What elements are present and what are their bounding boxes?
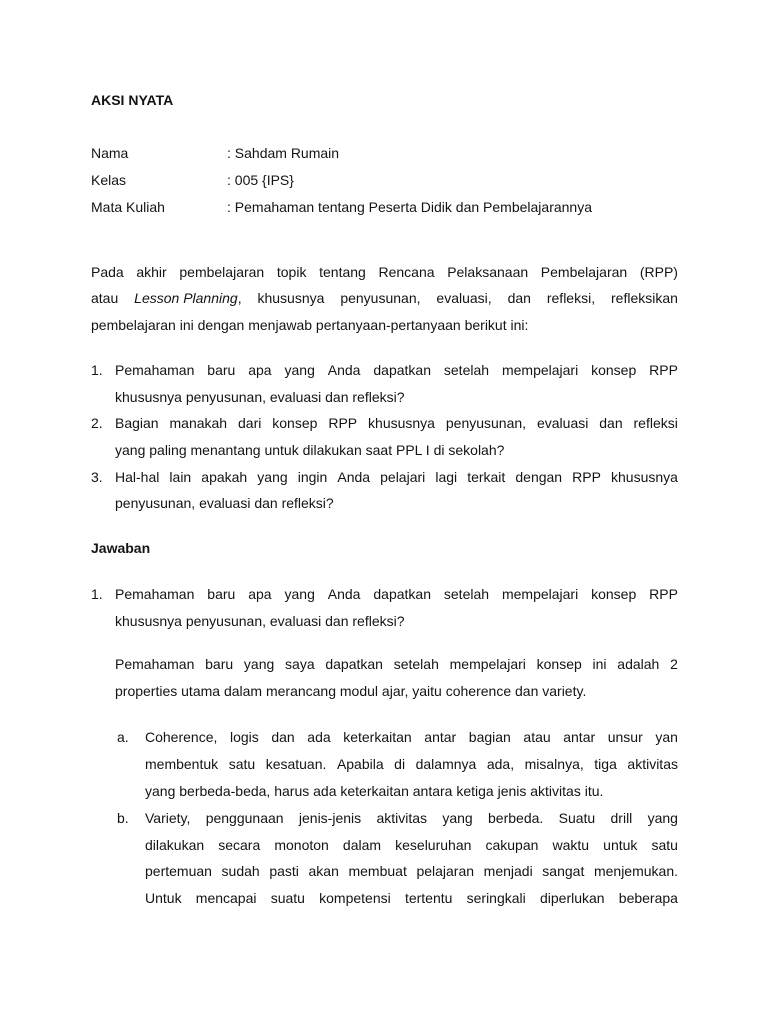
word: yang: [647, 810, 678, 826]
word: penyusunan,: [445, 415, 527, 431]
word: diperlukan: [539, 890, 605, 906]
word: Lesson Planning,: [134, 290, 242, 306]
word: ada: [307, 729, 331, 745]
word: Bagian: [115, 415, 159, 431]
word: Pemahaman: [115, 586, 195, 602]
word: RPP: [649, 362, 678, 378]
word: RPP: [572, 469, 601, 485]
word: dan: [271, 729, 295, 745]
word: Variety,: [145, 810, 191, 826]
word: misalnya,: [524, 756, 584, 772]
word: pasti: [269, 863, 299, 879]
word: akan: [308, 863, 339, 879]
word: tiga: [594, 756, 617, 772]
word: kompetensi: [319, 890, 391, 906]
word: konsep: [591, 362, 637, 378]
word: berbeda.: [488, 810, 544, 826]
word: baru: [207, 362, 236, 378]
question-number: 1.: [91, 362, 103, 378]
word: Apabila: [336, 756, 384, 772]
word: setelah: [393, 656, 439, 672]
word: dapatkan: [325, 656, 383, 672]
info-label: Kelas: [91, 172, 127, 188]
word: dalam: [342, 837, 382, 853]
word: baru: [207, 586, 236, 602]
question-number: 2.: [91, 415, 103, 431]
word: ada,: [486, 756, 515, 772]
word: setelah: [443, 362, 490, 378]
word: khususnya: [368, 415, 435, 431]
question-line: [115, 415, 678, 431]
sub-item-line: [145, 729, 678, 745]
word: logis: [229, 729, 259, 745]
word: beberapa: [618, 890, 678, 906]
word: Anda: [337, 469, 371, 485]
word: (RPP): [639, 264, 678, 280]
word: terkait: [467, 469, 506, 485]
word: seringkali: [466, 890, 526, 906]
word: Anda: [327, 362, 361, 378]
word: apa: [248, 362, 272, 378]
question-line: [115, 469, 678, 485]
word: topik: [276, 264, 307, 280]
word: dari: [238, 415, 262, 431]
word: lain: [169, 469, 192, 485]
intro-line: [91, 290, 678, 306]
word: konsep: [272, 415, 318, 431]
word: dan: [599, 415, 623, 431]
info-value: : Sahdam Rumain: [227, 145, 340, 161]
word: refleksi,: [546, 290, 596, 306]
intro-line: [91, 264, 678, 280]
word: yang: [284, 586, 315, 602]
word: yang: [284, 362, 315, 378]
word: Pemahaman: [115, 362, 195, 378]
question-number: 1.: [91, 586, 103, 602]
word: setelah: [443, 586, 490, 602]
word: konsep: [591, 586, 637, 602]
word: drill: [610, 810, 633, 826]
word: Coherence,: [145, 729, 218, 745]
word: mempelajari: [449, 656, 526, 672]
word: Suatu: [558, 810, 596, 826]
word: membentuk: [145, 756, 219, 772]
word: 2: [670, 656, 678, 672]
question-line: [115, 586, 678, 602]
word: dan: [507, 290, 531, 306]
word: dilakukan: [145, 837, 205, 853]
word: apa: [248, 586, 272, 602]
word: ini: [592, 656, 607, 672]
word: Pelaksanaan: [447, 264, 529, 280]
word: saya: [285, 656, 315, 672]
word: refleksikan: [611, 290, 678, 306]
word: apakah: [201, 469, 248, 485]
word: RPP: [328, 415, 358, 431]
word: secara: [218, 837, 261, 853]
word: khususnya: [611, 469, 678, 485]
info-label: Mata Kuliah: [91, 199, 165, 215]
info-label: Nama: [91, 145, 129, 161]
word: mempelajari: [501, 362, 579, 378]
word: Pembelajaran: [540, 264, 628, 280]
word: dalamnya: [415, 756, 477, 772]
word: waktu: [552, 837, 590, 853]
info-value: : 005 {IPS}: [227, 172, 294, 188]
word: aktivitas: [627, 756, 678, 772]
word: antar: [563, 729, 596, 745]
word: baru: [205, 656, 234, 672]
word: Hal-hal: [115, 469, 160, 485]
sub-item-line: [145, 810, 678, 826]
sub-item-line: [145, 863, 678, 879]
question-number: 3.: [91, 469, 103, 485]
word: yang: [243, 656, 275, 672]
word: dapatkan: [373, 362, 431, 378]
word: evaluasi: [536, 415, 589, 431]
word: pertemuan: [145, 863, 212, 879]
word: cakupan: [485, 837, 539, 853]
word: jenis-jenis: [298, 810, 362, 826]
word: sangat: [542, 863, 585, 879]
word: keterkaitan: [343, 729, 412, 745]
intro-line: pembelajaran ini dengan menjawab pertanyaan-pertanyaan berikut ini:: [91, 317, 529, 333]
word: pembelajaran: [179, 264, 265, 280]
word: mempelajari: [501, 586, 579, 602]
word: menjadi: [483, 863, 533, 879]
word: tentang: [319, 264, 366, 280]
word: pelajari: [380, 469, 426, 485]
word: aktivitas: [376, 810, 428, 826]
answer-line: properties utama dalam merancang modul ajar, yaitu coherence dan variety.: [115, 683, 587, 699]
word: monoton: [274, 837, 329, 853]
word: Pada: [91, 264, 124, 280]
sub-item-letter: b.: [117, 810, 129, 826]
word: membuat: [348, 863, 407, 879]
word: Pemahaman: [115, 656, 195, 672]
word: manakah: [169, 415, 228, 431]
word: lagi: [435, 469, 458, 485]
question-line: khususnya penyusunan, evaluasi dan refleksi?: [115, 613, 405, 629]
sub-item-line: [145, 837, 678, 853]
question-line: [115, 362, 678, 378]
word: Anda: [327, 586, 361, 602]
sub-item-line: yang berbeda-beda, harus ada keterkaitan antara ketiga jenis aktivitas itu.: [145, 783, 604, 799]
word: khususnya: [257, 290, 325, 306]
word: akhir: [136, 264, 167, 280]
word: yang: [257, 469, 288, 485]
word: Untuk: [145, 890, 182, 906]
word: kesatuan.: [265, 756, 327, 772]
word: penggunaan: [205, 810, 284, 826]
word: sudah: [221, 863, 260, 879]
word: refleksi: [633, 415, 678, 431]
word: satu: [228, 756, 256, 772]
word: RPP: [649, 586, 678, 602]
word: yang: [442, 810, 473, 826]
word: adalah: [617, 656, 660, 672]
word: suatu: [270, 890, 305, 906]
word: unsur: [607, 729, 643, 745]
word: ingin: [297, 469, 328, 485]
word: pelajaran: [416, 863, 475, 879]
answer-line: [115, 656, 678, 672]
info-value: : Pemahaman tentang Peserta Didik dan Pembelajarannya: [227, 199, 592, 215]
word: satu: [651, 837, 678, 853]
sub-item-letter: a.: [117, 729, 129, 745]
word: untuk: [603, 837, 638, 853]
word: yan: [655, 729, 678, 745]
word: mencapai: [195, 890, 257, 906]
word: Rencana: [378, 264, 435, 280]
doc-title: AKSI NYATA: [91, 92, 174, 108]
word: konsep: [536, 656, 582, 672]
question-line: khususnya penyusunan, evaluasi dan refleksi?: [115, 389, 405, 405]
word: antar: [424, 729, 457, 745]
sub-item-line: [145, 890, 678, 906]
answer-heading: Jawaban: [91, 540, 151, 556]
word: keseluruhan: [395, 837, 472, 853]
word: bagian: [468, 729, 511, 745]
sub-item-line: [145, 756, 678, 772]
word: atau: [91, 290, 119, 306]
word: atau: [523, 729, 551, 745]
question-line: yang paling menantang untuk dilakukan saat PPL I di sekolah?: [115, 442, 505, 458]
word: evaluasi,: [436, 290, 492, 306]
word: di: [394, 756, 406, 772]
word: menjemukan.: [593, 863, 678, 879]
word: penyusunan,: [340, 290, 421, 306]
question-line: penyusunan, evaluasi dan refleksi?: [115, 495, 334, 511]
word: dapatkan: [373, 586, 431, 602]
word: dengan: [515, 469, 563, 485]
word: tertentu: [404, 890, 453, 906]
